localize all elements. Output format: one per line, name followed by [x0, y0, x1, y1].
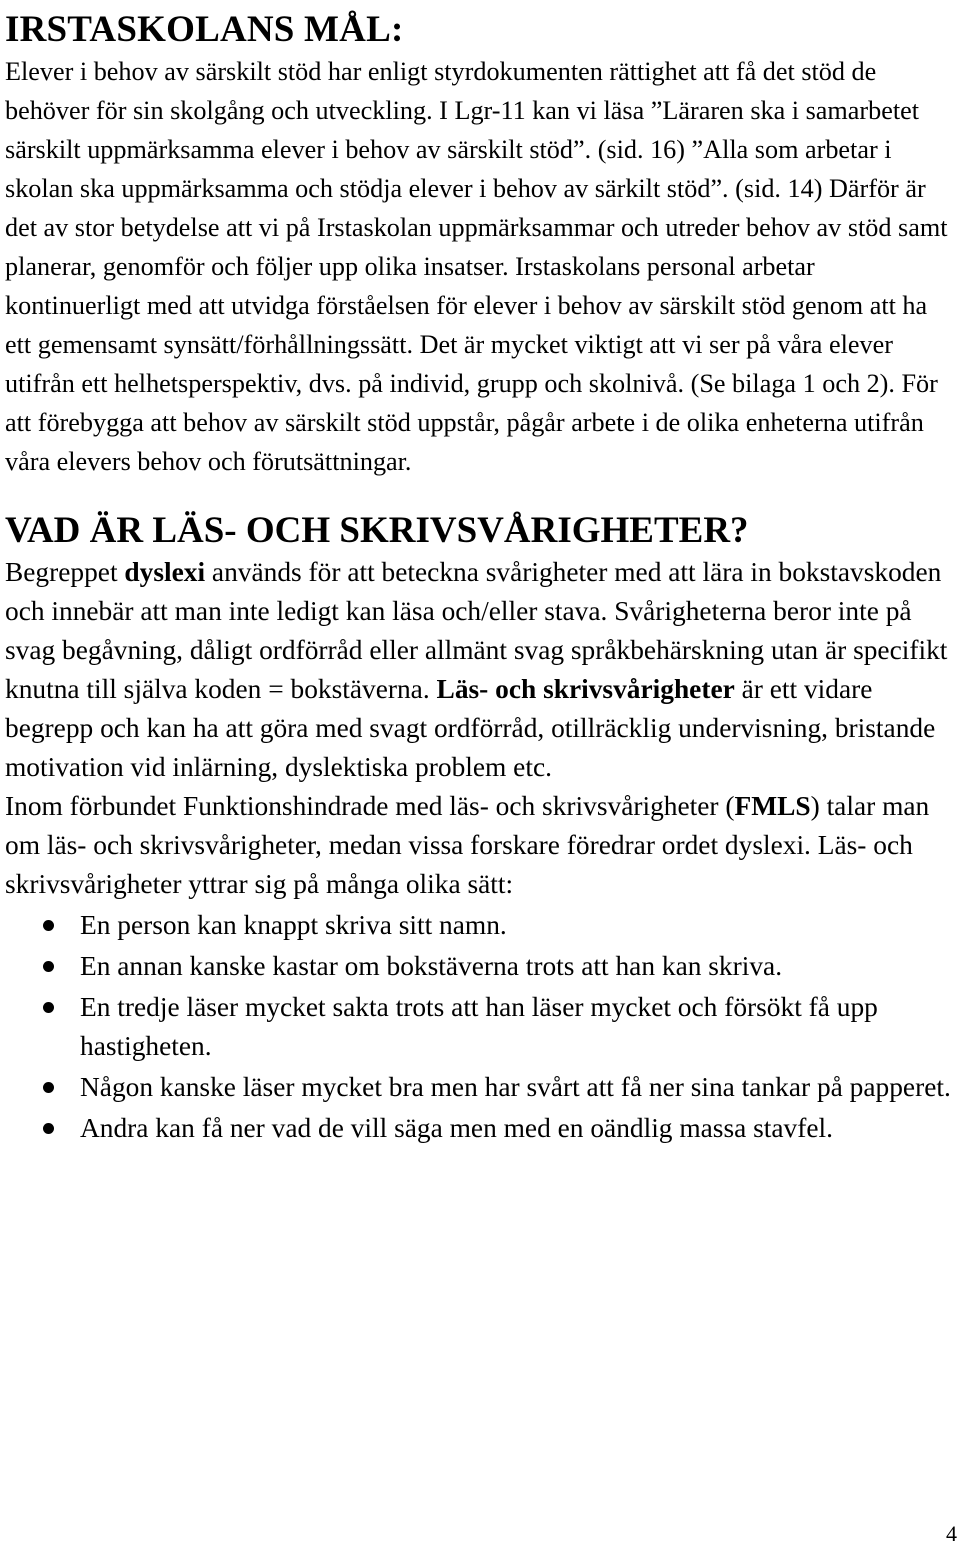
- list-item-text: Andra kan få ner vad de vill säga men med en oändlig massa stavfel.: [80, 1113, 833, 1143]
- list-item: [5, 1068, 955, 1107]
- bullet-icon: [43, 961, 54, 972]
- term-las-och-skrivsvarigheter: Läs- och skrivsvårigheter: [436, 674, 735, 704]
- text-run: Begreppet: [5, 557, 125, 587]
- list-item-text: En annan kanske kastar om bokstäverna trots att han kan skriva.: [80, 951, 783, 981]
- document-page: [5, 0, 955, 1148]
- section-irstaskolans-mal: [5, 52, 955, 481]
- list-item-text: En person kan knappt skriva sitt namn.: [80, 910, 507, 940]
- bullet-icon: [43, 1002, 54, 1013]
- heading-irstaskolans-mal: IRSTASKOLANS MÅL:: [5, 9, 404, 50]
- intro-paragraph: Elever i behov av särskilt stöd har enligt styrdokumenten rättighet att få det stöd de behöver för sin skolgång och utveckling. I Lgr-11 kan vi läsa ”Läraren ska i samarbetet särskilt uppmärksamma elever i behov av särskilt stöd”. (sid. 16) ”Alla som arbetar i skolan ska uppmärksamma och stödja elever i behov av särkilt stöd”. (sid. 14) Därför är det av stor betydelse att vi på Irstaskolan uppmärksammar och utreder behov av stöd samt planerar, genomför och följer upp olika insatser. Irstaskolans personal arbetar kontinuerligt med att utvidga förståelsen för elever i behov av särskilt stöd genom att ha ett gemensamt synsätt/förhållningssätt. Det är mycket viktigt att vi ser på våra elever utifrån ett helhetsperspektiv, dvs. på individ, grupp och skolnivå. (Se bilaga 1 och 2). För att förebygga att behov av särskilt stöd uppstår, pågår arbete i de olika enheterna utifrån våra elevers behov och förutsättningar.: [5, 57, 948, 476]
- term-fmls: FMLS: [734, 791, 811, 821]
- section-las-och-skrivsvarigheter: [5, 553, 955, 1148]
- term-dyslexi: dyslexi: [124, 557, 206, 587]
- heading-las-och-skrivsvarigheter: VAD ÄR LÄS- OCH SKRIVSVÅRIGHETER?: [5, 510, 749, 551]
- list-item-text: En tredje läser mycket sakta trots att han läser mycket och försökt få upp hastigheten.: [80, 992, 878, 1061]
- bullet-icon: [43, 920, 54, 931]
- examples-list: [5, 906, 955, 1148]
- list-item-text: Någon kanske läser mycket bra men har svårt att få ner sina tankar på papperet.: [80, 1072, 951, 1102]
- list-item: [5, 906, 955, 945]
- text-run: används för att beteckna svårigheter med att lära in bokstavskoden och innebär att man inte ledigt kan läsa och/eller stava. Svårigheterna beror inte på svag begåvning, dåligt ordförråd eller allmänt svag språkbehärskning utan är specifikt knutna till själva koden = bokstäverna.: [5, 557, 948, 704]
- bullet-icon: [43, 1082, 54, 1093]
- bullet-icon: [43, 1123, 54, 1134]
- text-run: Inom förbundet Funktionshindrade med läs- och skrivsvårigheter (: [5, 791, 735, 821]
- fmls-paragraph: [5, 787, 955, 904]
- list-item: [5, 947, 955, 986]
- dyslexi-paragraph: [5, 553, 955, 787]
- text-run: ) talar man om läs- och skrivsvårigheter, medan vissa forskare föredrar ordet dyslexi. Läs- och skrivsvårigheter yttrar sig på många olika sätt:: [5, 791, 930, 899]
- text-run: är ett vidare begrepp och kan ha att göra med svagt ordförråd, otillräcklig undervisning, bristande motivation vid inlärning, dyslektiska problem etc.: [5, 674, 936, 782]
- list-item: [5, 988, 955, 1066]
- page-number: 4: [946, 1521, 957, 1546]
- list-item: [5, 1109, 955, 1148]
